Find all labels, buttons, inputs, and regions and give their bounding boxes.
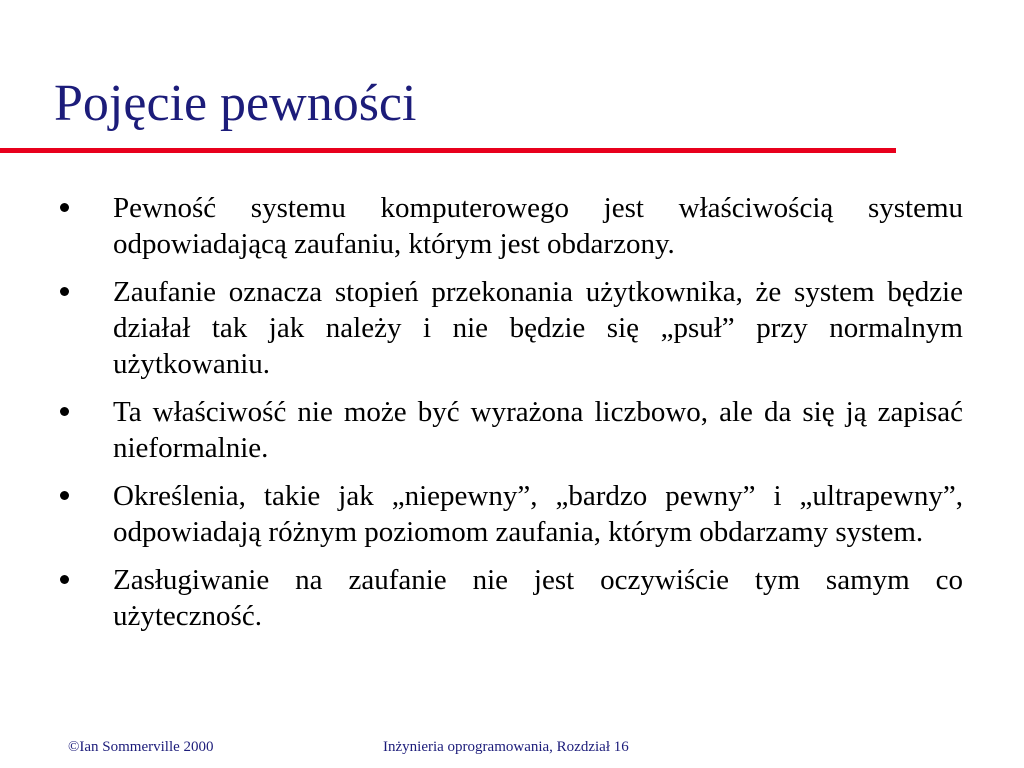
bullet-dot-icon [60, 203, 69, 212]
footer-course: Inżynieria oprogramowania, Rozdział 16 [383, 739, 629, 755]
bullet-item [0, 190, 1024, 262]
bullet-dot-icon [60, 491, 69, 500]
bullet-item [0, 394, 1024, 466]
footer-copyright: ©Ian Sommerville 2000 [68, 739, 214, 755]
bullet-item [0, 478, 1024, 550]
bullet-text: Pewność systemu komputerowego jest właściwością systemu odpowiadającą zaufaniu, którym jest obdarzony. [113, 192, 963, 260]
bullet-text: Określenia, takie jak „niepewny”, „bardzo pewny” i „ultrapewny”, odpowiadają różnym poziomom zaufania, którym obdarzamy system. [113, 480, 963, 548]
bullet-item [0, 562, 1024, 634]
slide-title: Pojęcie pewności [54, 75, 417, 132]
bullet-item [0, 274, 1024, 382]
bullet-text: Zaufanie oznacza stopień przekonania użytkownika, że system będzie działał tak jak należy i nie będzie się „psuł” przy normalnym użytkowaniu. [113, 276, 963, 380]
title-underline [0, 148, 896, 153]
bullet-text: Zasługiwanie na zaufanie nie jest oczywiście tym samym co użyteczność. [113, 564, 963, 632]
bullet-list [0, 190, 1024, 646]
bullet-text: Ta właściwość nie może być wyrażona liczbowo, ale da się ją zapisać nieformalnie. [113, 396, 963, 464]
bullet-dot-icon [60, 407, 69, 416]
bullet-dot-icon [60, 575, 69, 584]
bullet-dot-icon [60, 287, 69, 296]
